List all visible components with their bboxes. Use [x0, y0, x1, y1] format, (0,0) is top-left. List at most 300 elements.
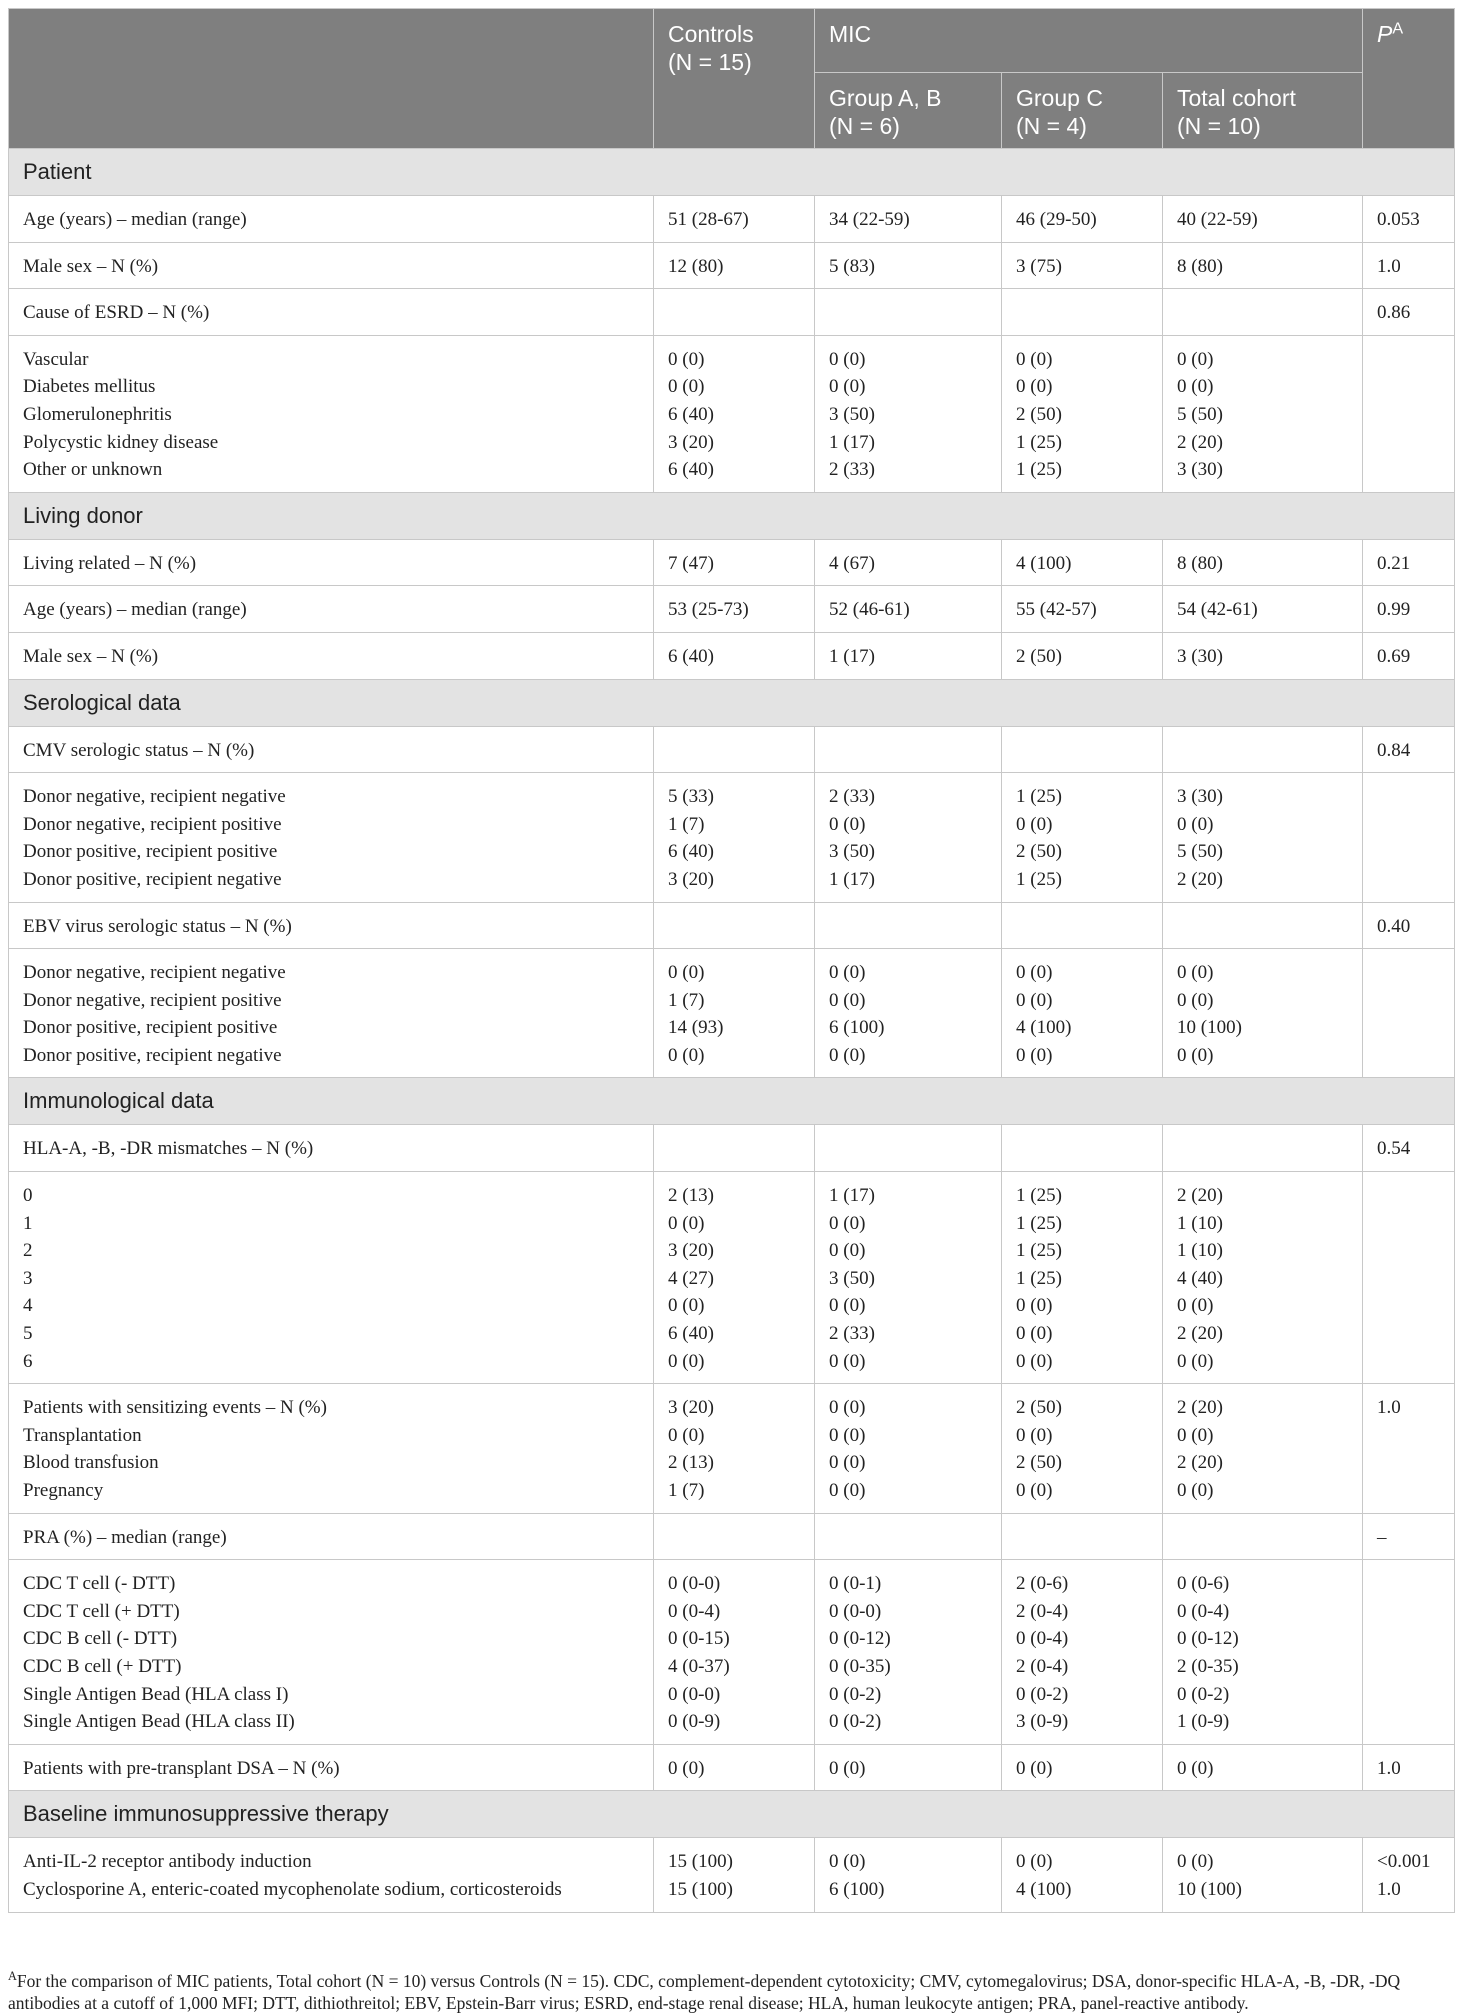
controls-cell — [654, 242, 815, 289]
total-cohort-cell — [1163, 1744, 1363, 1791]
cell-value: 3 (0-9) — [1016, 1711, 1069, 1733]
cell-value: 6 (100) — [829, 1878, 885, 1900]
cell-value: 0 (0-2) — [1177, 1683, 1230, 1705]
row-label-cell — [9, 242, 654, 289]
cell-value: 1 (17) — [829, 645, 875, 667]
table-row — [9, 242, 1455, 289]
cell-value: 0 (0) — [829, 376, 866, 398]
group-c-cell — [1002, 1838, 1163, 1912]
cell-value: 0 (0) — [1177, 989, 1214, 1011]
cell-value: 3 (30) — [1177, 459, 1223, 481]
total-cohort-cell — [1163, 539, 1363, 586]
group-c-cell — [1002, 632, 1163, 679]
controls-cell — [654, 289, 815, 336]
cell-value: 1 (17) — [829, 868, 875, 890]
p-value: <0.001 1.0 — [1377, 1851, 1431, 1900]
p-value: 0.21 — [1377, 552, 1411, 574]
row-label: Single Antigen Bead (HLA class II) — [23, 1711, 295, 1733]
p-value-cell — [1363, 1560, 1455, 1745]
table-row — [9, 1560, 1455, 1745]
cell-value: 0 (0) — [829, 989, 866, 1011]
controls-cell — [654, 335, 815, 492]
cell-value: 0 (0) — [668, 1757, 705, 1779]
header-blank-cell — [9, 9, 654, 149]
cell-value: 4 (27) — [668, 1267, 714, 1289]
group-c-cell — [1002, 539, 1163, 586]
row-label: Pregnancy — [23, 1480, 104, 1501]
group-ab-cell — [815, 335, 1002, 492]
row-label-cell — [9, 1513, 654, 1560]
cell-value: 51 (28-67) — [668, 209, 749, 230]
cell-value: 0 (0) — [829, 1350, 866, 1372]
cell-value: 0 (0) — [829, 1424, 866, 1446]
row-label: Donor positive, recipient negative — [23, 1044, 282, 1066]
p-value-cell — [1363, 196, 1455, 243]
p-value-cell — [1363, 586, 1455, 633]
section-title: Living donor — [9, 492, 1455, 539]
table-row — [9, 335, 1455, 492]
cell-value: 12 (80) — [668, 255, 724, 277]
cell-value: 2 (50) — [1016, 1452, 1062, 1474]
cell-value: 0 (0-4) — [1177, 1600, 1230, 1622]
total-cohort-cell — [1163, 1125, 1363, 1172]
group-ab-cell — [815, 1125, 1002, 1172]
cell-value: 6 (40) — [668, 841, 714, 863]
group-c-cell — [1002, 902, 1163, 949]
cell-value: 6 (40) — [668, 459, 714, 481]
group-c-cell — [1002, 1560, 1163, 1745]
row-label: 6 — [23, 1350, 33, 1372]
cell-value: 2 (50) — [1016, 403, 1062, 425]
cell-value: 2 (20) — [1177, 1323, 1223, 1345]
row-label: Donor positive, recipient negative — [23, 868, 282, 890]
p-value-cell — [1363, 1172, 1455, 1384]
cell-value: 0 (0) — [829, 1851, 866, 1873]
cell-value: 0 (0) — [1016, 1757, 1053, 1779]
table-footnote — [8, 1970, 1454, 2014]
cell-value: 3 (30) — [1177, 645, 1223, 667]
group-ab-cell — [815, 949, 1002, 1078]
header-group-c — [1002, 73, 1163, 149]
cell-value: 3 (20) — [668, 431, 714, 453]
cell-value: 2 (20) — [1177, 1397, 1223, 1419]
cell-value: 0 (0) — [1177, 1350, 1214, 1372]
section-header-row — [9, 679, 1455, 726]
controls-cell — [654, 1125, 815, 1172]
table-row — [9, 1838, 1455, 1912]
cell-value: 4 (100) — [1016, 1017, 1072, 1039]
controls-cell — [654, 902, 815, 949]
total-cohort-cell — [1163, 1560, 1363, 1745]
p-value-cell — [1363, 289, 1455, 336]
cell-value: 7 (47) — [668, 552, 714, 574]
cell-value: 6 (40) — [668, 645, 714, 667]
cell-value: 0 (0) — [829, 348, 866, 370]
group-ab-cell — [815, 539, 1002, 586]
row-label: Male sex – N (%) — [23, 255, 159, 277]
cell-value: 8 (80) — [1177, 552, 1223, 574]
cell-value: 0 (0) — [668, 348, 705, 370]
row-label: Blood transfusion — [23, 1452, 159, 1474]
p-value: 0.40 — [1377, 915, 1411, 937]
cell-value: 0 (0) — [829, 962, 866, 984]
row-label-cell — [9, 632, 654, 679]
section-title: Serological data — [9, 679, 1455, 726]
cell-value: 0 (0) — [1177, 376, 1214, 398]
row-label: Vascular — [23, 348, 89, 370]
cell-value: 0 (0) — [1016, 1350, 1053, 1372]
cell-value: 1 (25) — [1016, 431, 1062, 453]
row-label: 4 — [23, 1295, 33, 1317]
controls-cell — [654, 539, 815, 586]
row-label: Donor negative, recipient positive — [23, 989, 282, 1011]
p-value: 0.053 — [1377, 209, 1420, 230]
cell-value — [668, 913, 800, 941]
group-ab-cell — [815, 1172, 1002, 1384]
patient-characteristics-table — [8, 8, 1455, 1913]
cell-value: 0 (0) — [1177, 348, 1214, 370]
cell-value: 3 (20) — [668, 1397, 714, 1419]
row-label-cell — [9, 1838, 654, 1912]
header-group-ab-label: Group A, B — [829, 85, 942, 111]
cell-value: 0 (0-35) — [829, 1655, 891, 1677]
cell-value: 0 (0) — [1177, 1044, 1214, 1066]
cell-value — [668, 737, 800, 765]
row-label: Single Antigen Bead (HLA class I) — [23, 1683, 289, 1705]
row-label: Age (years) – median (range) — [23, 599, 247, 621]
cell-value: 0 (0-0) — [668, 1573, 721, 1595]
p-value: 0.99 — [1377, 599, 1411, 621]
p-value-cell — [1363, 539, 1455, 586]
cell-value: 1 (25) — [1016, 868, 1062, 890]
total-cohort-cell — [1163, 902, 1363, 949]
header-controls-label: Controls — [668, 21, 754, 47]
cell-value: 0 (0) — [668, 1212, 705, 1234]
header-group-c-label: Group C — [1016, 85, 1103, 111]
cell-value: 1 (7) — [668, 813, 705, 835]
cell-value: 0 (0) — [1016, 1323, 1053, 1345]
section-title: Patient — [9, 149, 1455, 196]
row-label-cell — [9, 1560, 654, 1745]
cell-value: 15 (100) — [668, 1851, 733, 1873]
cell-value — [1016, 299, 1148, 327]
total-cohort-cell — [1163, 1384, 1363, 1513]
cell-value: 0 (0-2) — [1016, 1683, 1069, 1705]
cell-value: 2 (0-4) — [1016, 1600, 1069, 1622]
row-label: Living related – N (%) — [23, 552, 197, 574]
cell-value — [1016, 1135, 1148, 1163]
cell-value: 6 (40) — [668, 1323, 714, 1345]
cell-value: 1 (7) — [668, 989, 705, 1011]
cell-value: 0 (0) — [668, 1295, 705, 1317]
row-label-cell — [9, 1125, 654, 1172]
controls-cell — [654, 1513, 815, 1560]
header-total-n: (N = 10) — [1177, 113, 1261, 139]
p-value-cell — [1363, 1125, 1455, 1172]
cell-value: 0 (0) — [668, 962, 705, 984]
group-c-cell — [1002, 196, 1163, 243]
cell-value: 0 (0) — [1016, 1295, 1053, 1317]
p-value: 1.0 — [1377, 1397, 1401, 1419]
cell-value: 0 (0) — [829, 813, 866, 835]
row-label: Male sex – N (%) — [23, 645, 159, 667]
row-label: Age (years) – median (range) — [23, 209, 247, 230]
group-ab-cell — [815, 1384, 1002, 1513]
p-value: – — [1377, 1526, 1387, 1548]
table-row — [9, 632, 1455, 679]
row-label-cell — [9, 773, 654, 902]
row-label-cell — [9, 1172, 654, 1384]
cell-value: 15 (100) — [668, 1878, 733, 1900]
cell-value: 1 (7) — [668, 1480, 705, 1501]
group-c-cell — [1002, 242, 1163, 289]
cell-value: 8 (80) — [1177, 255, 1223, 277]
row-label-cell — [9, 289, 654, 336]
cell-value: 0 (0) — [1177, 813, 1214, 835]
cell-value: 0 (0-4) — [1016, 1628, 1069, 1650]
section-header-row — [9, 1078, 1455, 1125]
cell-value: 0 (0) — [668, 1044, 705, 1066]
header-controls-n: (N = 15) — [668, 49, 752, 75]
table-row — [9, 1744, 1455, 1791]
row-label: Donor negative, recipient positive — [23, 813, 282, 835]
cell-value: 1 (25) — [1016, 459, 1062, 481]
row-label: 0 — [23, 1185, 33, 1207]
group-c-cell — [1002, 949, 1163, 1078]
cell-value: 54 (42-61) — [1177, 599, 1258, 621]
p-value-cell — [1363, 902, 1455, 949]
total-cohort-cell — [1163, 1172, 1363, 1384]
cell-value — [668, 299, 800, 327]
cell-value: 10 (100) — [1177, 1878, 1242, 1900]
controls-cell — [654, 1744, 815, 1791]
cell-value: 0 (0-6) — [1177, 1573, 1230, 1595]
cell-value: 0 (0) — [1177, 962, 1214, 984]
cell-value: 4 (100) — [1016, 552, 1072, 574]
cell-value: 1 (10) — [1177, 1212, 1223, 1234]
cell-value — [829, 1135, 987, 1163]
row-label: 2 — [23, 1240, 33, 1262]
table-row — [9, 289, 1455, 336]
cell-value: 46 (29-50) — [1016, 209, 1097, 230]
group-ab-cell — [815, 1744, 1002, 1791]
cell-value: 4 (40) — [1177, 1267, 1223, 1289]
table-container — [8, 8, 1454, 1913]
row-label: 1 — [23, 1212, 33, 1234]
table-row — [9, 539, 1455, 586]
cell-value: 0 (0-4) — [668, 1600, 721, 1622]
table-row — [9, 586, 1455, 633]
cell-value: 2 (0-6) — [1016, 1573, 1069, 1595]
cell-value: 0 (0) — [1177, 1851, 1214, 1873]
header-mic — [815, 9, 1363, 73]
cell-value: 0 (0-0) — [829, 1600, 882, 1622]
row-label: Polycystic kidney disease — [23, 431, 219, 453]
row-label: Cause of ESRD – N (%) — [23, 302, 210, 324]
section-title: Immunological data — [9, 1078, 1455, 1125]
total-cohort-cell — [1163, 196, 1363, 243]
table-row — [9, 196, 1455, 243]
group-ab-cell — [815, 1513, 1002, 1560]
cell-value: 4 (67) — [829, 552, 875, 574]
cell-value: 5 (50) — [1177, 403, 1223, 425]
row-label: Other or unknown — [23, 459, 163, 481]
header-p-label: P — [1377, 21, 1393, 47]
p-value-cell — [1363, 242, 1455, 289]
table-row — [9, 773, 1455, 902]
cell-value: 0 (0) — [1016, 989, 1053, 1011]
cell-value: 1 (25) — [1016, 1212, 1062, 1234]
controls-cell — [654, 196, 815, 243]
p-value: 0.86 — [1377, 302, 1411, 324]
section-title: Baseline immunosuppressive therapy — [9, 1791, 1455, 1838]
row-label-cell — [9, 586, 654, 633]
row-label-cell — [9, 1384, 654, 1513]
cell-value: 2 (13) — [668, 1185, 714, 1207]
row-label: Patients with pre-transplant DSA – N (%) — [23, 1757, 340, 1779]
row-label-cell — [9, 335, 654, 492]
controls-cell — [654, 1172, 815, 1384]
cell-value: 0 (0) — [1177, 1480, 1214, 1501]
group-ab-cell — [815, 1838, 1002, 1912]
cell-value: 40 (22-59) — [1177, 209, 1258, 230]
p-value-cell — [1363, 1744, 1455, 1791]
p-value-cell — [1363, 1513, 1455, 1560]
cell-value: 2 (33) — [829, 1323, 875, 1345]
cell-value: 6 (40) — [668, 403, 714, 425]
cell-value: 0 (0) — [1016, 962, 1053, 984]
group-ab-cell — [815, 773, 1002, 902]
cell-value: 0 (0) — [668, 1424, 705, 1446]
cell-value: 0 (0) — [829, 1240, 866, 1262]
controls-cell — [654, 632, 815, 679]
cell-value — [829, 299, 987, 327]
cell-value — [1177, 1524, 1348, 1552]
cell-value — [1177, 913, 1348, 941]
row-label: Donor positive, recipient positive — [23, 841, 278, 863]
p-value-cell — [1363, 632, 1455, 679]
row-label: HLA-A, -B, -DR mismatches – N (%) — [23, 1138, 314, 1160]
table-body — [9, 149, 1455, 1913]
p-value-cell — [1363, 726, 1455, 773]
row-label-cell — [9, 726, 654, 773]
cell-value: 0 (0) — [1016, 1424, 1053, 1446]
header-mic-label: MIC — [829, 21, 872, 47]
row-label: Cyclosporine A, enteric-coated mycophenolate sodium, corticosteroids — [23, 1878, 562, 1900]
p-value-cell — [1363, 773, 1455, 902]
section-header-row — [9, 149, 1455, 196]
group-c-cell — [1002, 1513, 1163, 1560]
row-label: Donor negative, recipient negative — [23, 786, 286, 808]
footnote-text: For the comparison of MIC patients, Total cohort (N = 10) versus Controls (N = 15). CDC, complement-dependent cytotoxicity; CMV, cytomegalovirus; DSA, donor-specific HLA-A, -B, -DR, -DQ antibodies at a cutoff of 1,000 MFI; DTT, dithiothreitol; EBV, Epstein-Barr virus; ESRD, end-stage renal disease; HLA, human leukocyte antigen; PRA, panel-reactive antibody. — [8, 1971, 1401, 2013]
cell-value: 5 (83) — [829, 255, 875, 277]
row-label: 5 — [23, 1323, 33, 1345]
cell-value: 3 (75) — [1016, 255, 1062, 277]
controls-cell — [654, 773, 815, 902]
cell-value: 0 (0) — [1177, 1424, 1214, 1446]
cell-value: 0 (0) — [1016, 1851, 1053, 1873]
controls-cell — [654, 949, 815, 1078]
cell-value: 1 (25) — [1016, 1185, 1062, 1207]
header-p-value — [1363, 9, 1455, 149]
controls-cell — [654, 726, 815, 773]
group-ab-cell — [815, 242, 1002, 289]
row-label: Donor positive, recipient positive — [23, 1017, 278, 1039]
cell-value: 0 (0) — [1177, 1295, 1214, 1317]
total-cohort-cell — [1163, 1513, 1363, 1560]
cell-value: 0 (0-1) — [829, 1573, 882, 1595]
total-cohort-cell — [1163, 335, 1363, 492]
cell-value: 3 (50) — [829, 1267, 875, 1289]
cell-value: 10 (100) — [1177, 1017, 1242, 1039]
controls-cell — [654, 1838, 815, 1912]
row-label-cell — [9, 196, 654, 243]
cell-value — [1177, 1135, 1348, 1163]
cell-value — [829, 1524, 987, 1552]
group-c-cell — [1002, 289, 1163, 336]
row-label-cell — [9, 949, 654, 1078]
row-label: 3 — [23, 1267, 33, 1289]
cell-value: 5 (50) — [1177, 841, 1223, 863]
row-label-cell — [9, 539, 654, 586]
cell-value — [1016, 737, 1148, 765]
row-label: Donor negative, recipient negative — [23, 962, 286, 984]
group-c-cell — [1002, 335, 1163, 492]
cell-value: 0 (0-12) — [1177, 1628, 1239, 1650]
table-header — [9, 9, 1455, 149]
header-group-ab — [815, 73, 1002, 149]
cell-value: 1 (17) — [829, 1185, 875, 1207]
header-group-c-n: (N = 4) — [1016, 113, 1087, 139]
cell-value: 1 (25) — [1016, 1240, 1062, 1262]
cell-value: 0 (0) — [829, 1212, 866, 1234]
header-group-ab-n: (N = 6) — [829, 113, 900, 139]
row-label: PRA (%) – median (range) — [23, 1526, 227, 1548]
cell-value: 2 (50) — [1016, 645, 1062, 667]
cell-value: 1 (25) — [1016, 786, 1062, 808]
table-row — [9, 1513, 1455, 1560]
cell-value: 0 (0) — [829, 1757, 866, 1779]
cell-value: 3 (20) — [668, 1240, 714, 1262]
cell-value: 3 (30) — [1177, 786, 1223, 808]
total-cohort-cell — [1163, 632, 1363, 679]
total-cohort-cell — [1163, 949, 1363, 1078]
cell-value: 1 (10) — [1177, 1240, 1223, 1262]
cell-value: 2 (0-35) — [1177, 1655, 1239, 1677]
table-row — [9, 1172, 1455, 1384]
p-value-cell — [1363, 1384, 1455, 1513]
p-value-cell — [1363, 949, 1455, 1078]
cell-value: 0 (0-2) — [829, 1683, 882, 1705]
cell-value: 52 (46-61) — [829, 599, 910, 621]
table-row — [9, 902, 1455, 949]
cell-value: 3 (20) — [668, 868, 714, 890]
group-ab-cell — [815, 902, 1002, 949]
group-ab-cell — [815, 196, 1002, 243]
cell-value: 53 (25-73) — [668, 599, 749, 621]
cell-value — [668, 1524, 800, 1552]
header-total-label: Total cohort — [1177, 85, 1296, 111]
cell-value: 2 (33) — [829, 786, 875, 808]
cell-value: 0 (0) — [829, 1397, 866, 1419]
total-cohort-cell — [1163, 289, 1363, 336]
cell-value: 0 (0) — [1177, 1757, 1214, 1779]
cell-value: 0 (0-0) — [668, 1683, 721, 1705]
cell-value — [1016, 913, 1148, 941]
group-c-cell — [1002, 1125, 1163, 1172]
cell-value: 2 (0-4) — [1016, 1655, 1069, 1677]
section-header-row — [9, 1791, 1455, 1838]
